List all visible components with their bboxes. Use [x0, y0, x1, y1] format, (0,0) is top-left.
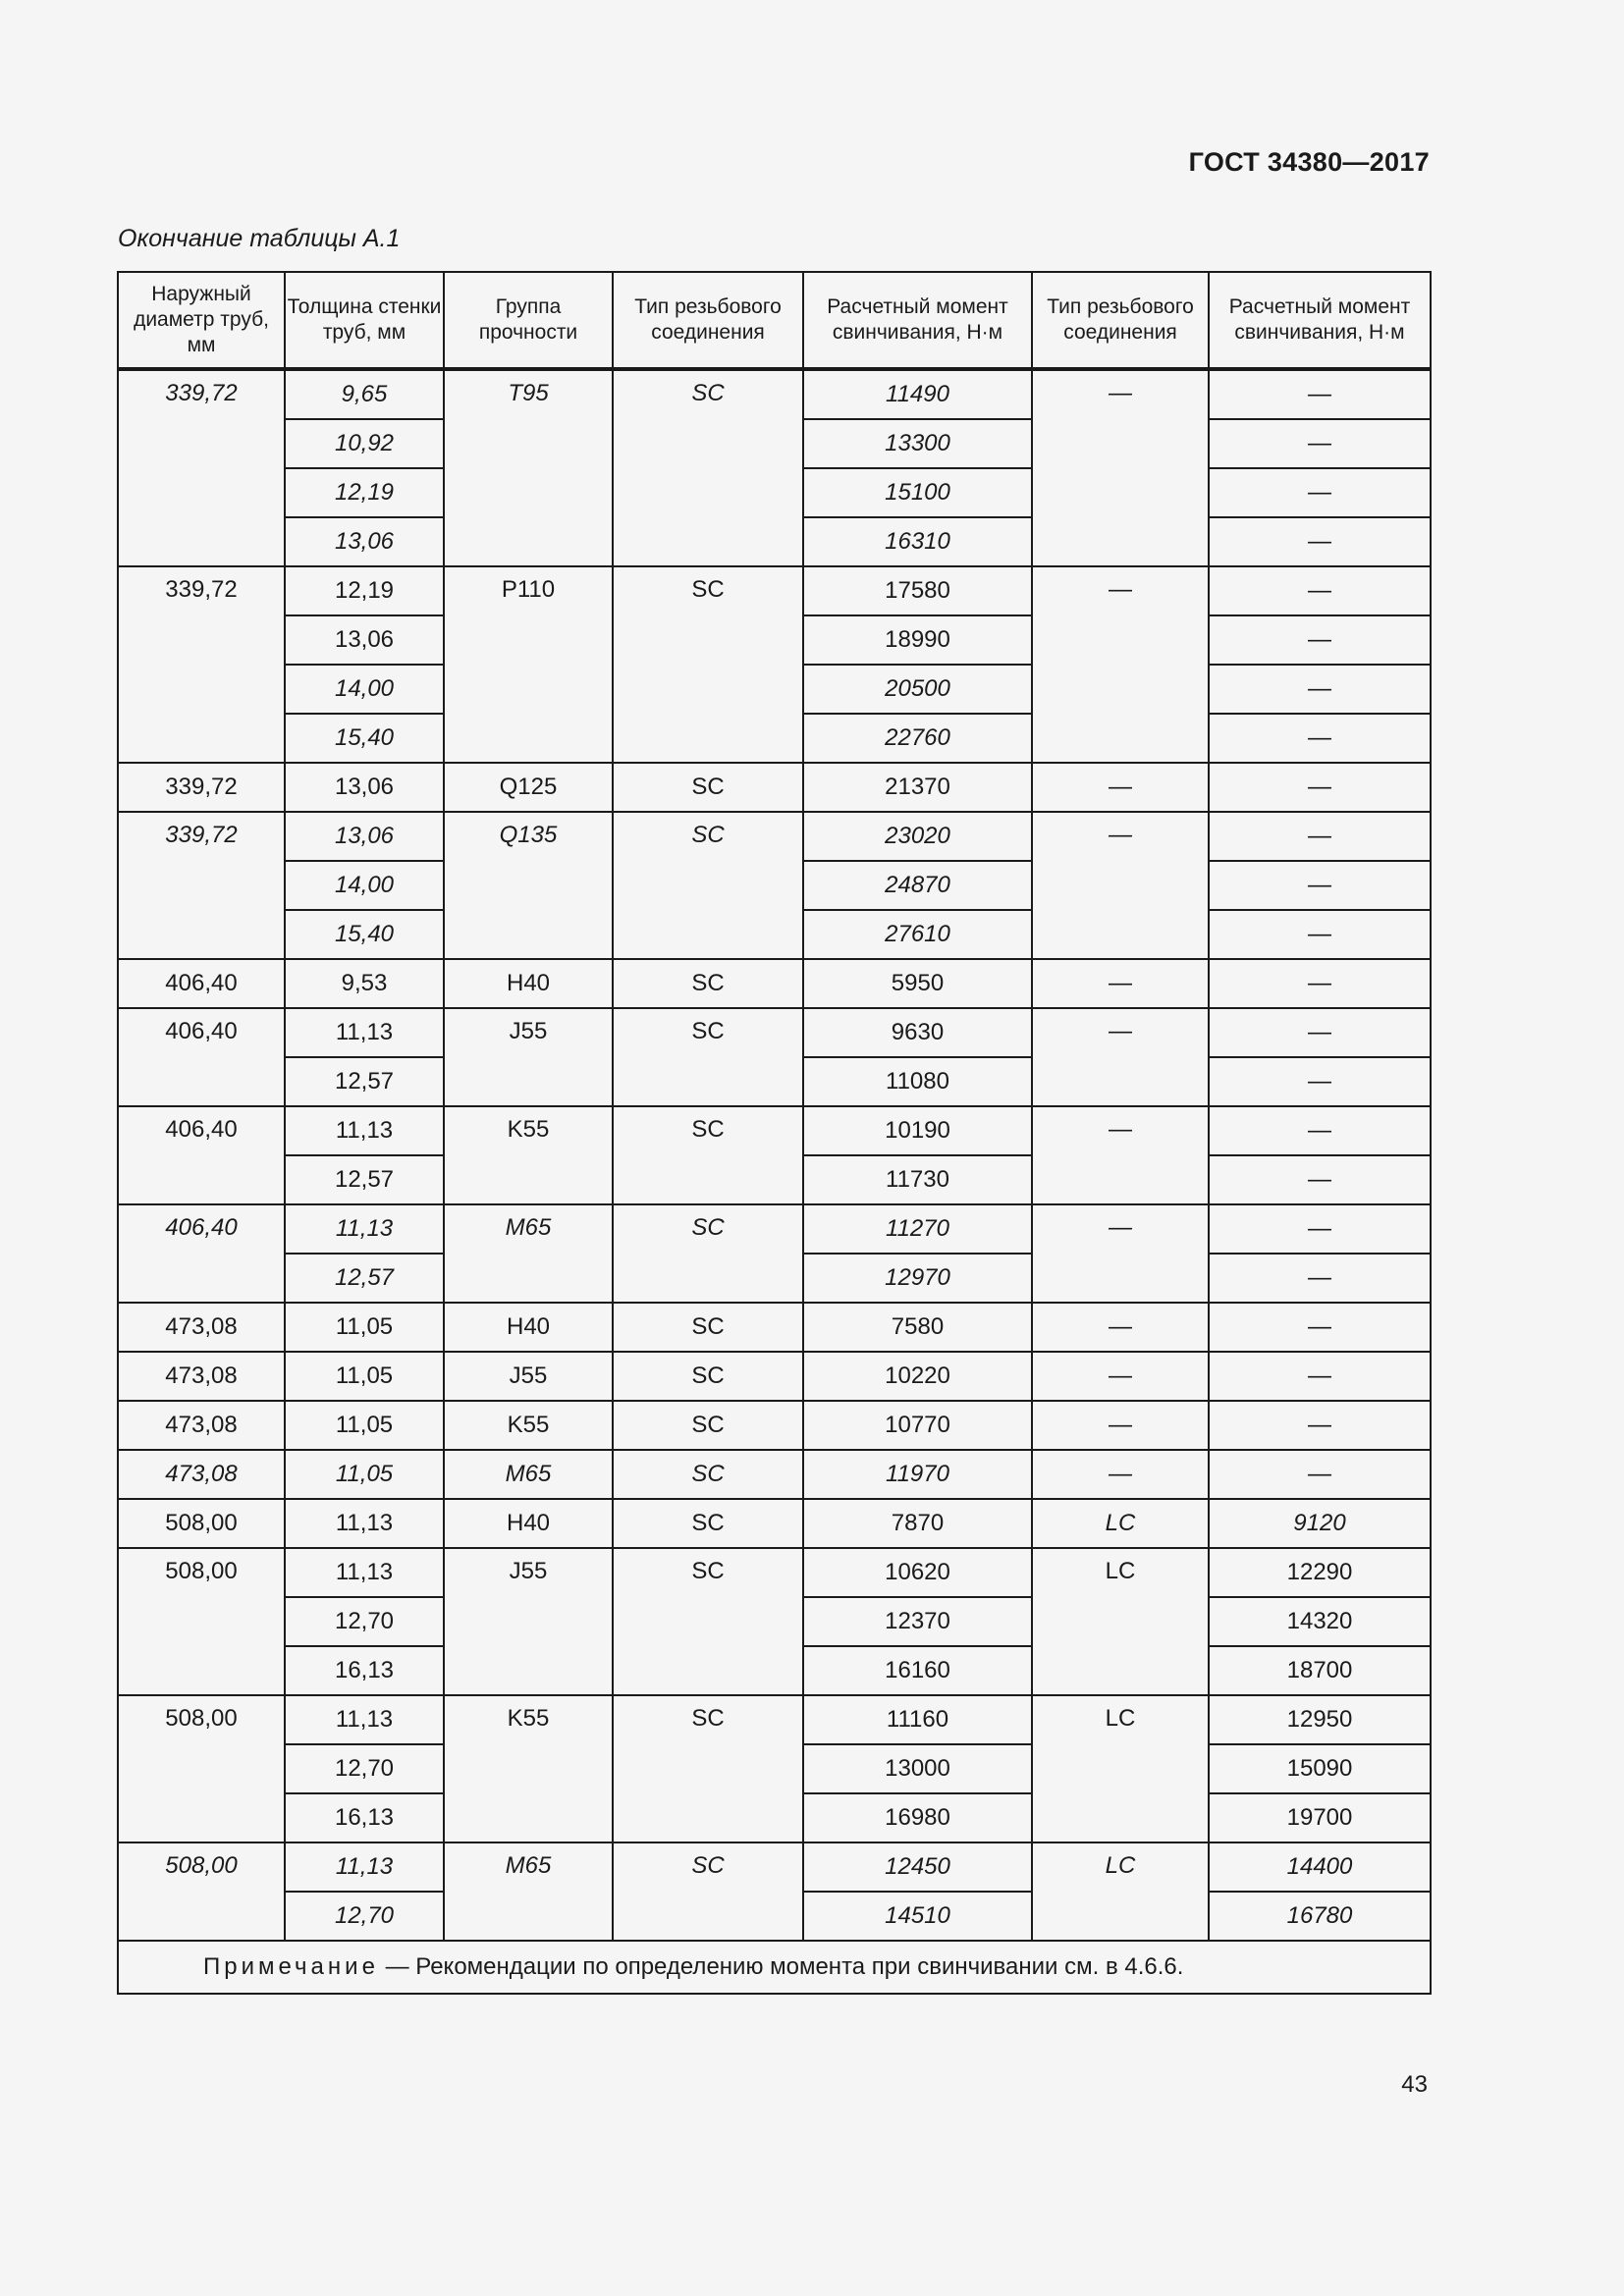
- cell-connection-type: SC: [613, 566, 803, 763]
- cell-wall-thickness: 15,40: [285, 714, 444, 763]
- cell-makeup-torque-2: —: [1209, 1254, 1431, 1303]
- cell-makeup-torque: 17580: [803, 566, 1032, 615]
- cell-connection-type-2: LC: [1032, 1842, 1209, 1941]
- document-code: ГОСТ 34380—2017: [1188, 147, 1430, 177]
- cell-wall-thickness: 11,13: [285, 1008, 444, 1057]
- cell-strength-grade: K55: [444, 1401, 613, 1450]
- cell-outer-diameter: 508,00: [118, 1548, 285, 1695]
- cell-wall-thickness: 11,05: [285, 1450, 444, 1499]
- cell-outer-diameter: 473,08: [118, 1352, 285, 1401]
- cell-makeup-torque: 10220: [803, 1352, 1032, 1401]
- cell-makeup-torque-2: —: [1209, 910, 1431, 959]
- cell-outer-diameter: 406,40: [118, 1204, 285, 1303]
- cell-strength-grade: M65: [444, 1204, 613, 1303]
- cell-connection-type: SC: [613, 1204, 803, 1303]
- cell-outer-diameter: 473,08: [118, 1401, 285, 1450]
- cell-wall-thickness: 15,40: [285, 910, 444, 959]
- table-row: [118, 1401, 1431, 1450]
- cell-wall-thickness: 13,06: [285, 812, 444, 861]
- cell-outer-diameter: 406,40: [118, 959, 285, 1008]
- cell-makeup-torque: 7580: [803, 1303, 1032, 1352]
- note-label: Примечание: [203, 1953, 379, 1980]
- cell-makeup-torque: 11080: [803, 1057, 1032, 1106]
- cell-connection-type-2: —: [1032, 1303, 1209, 1352]
- torque-table: [117, 271, 1432, 1995]
- cell-outer-diameter: 473,08: [118, 1450, 285, 1499]
- page-number: 43: [1401, 2071, 1428, 2098]
- table-caption: Окончание таблицы А.1: [118, 225, 401, 252]
- cell-makeup-torque-2: 14320: [1209, 1597, 1431, 1646]
- cell-makeup-torque-2: 16780: [1209, 1892, 1431, 1941]
- cell-makeup-torque: 16160: [803, 1646, 1032, 1695]
- cell-connection-type: SC: [613, 1548, 803, 1695]
- cell-makeup-torque: 11730: [803, 1155, 1032, 1204]
- cell-makeup-torque-2: 12290: [1209, 1548, 1431, 1597]
- cell-makeup-torque: 21370: [803, 763, 1032, 812]
- table-row: [118, 1450, 1431, 1499]
- table-row: [118, 1548, 1431, 1597]
- cell-makeup-torque: 9630: [803, 1008, 1032, 1057]
- table-header-row: [118, 272, 1431, 369]
- cell-makeup-torque-2: —: [1209, 1008, 1431, 1057]
- header-strength-grade: Группа прочности: [444, 272, 613, 369]
- cell-strength-grade: Q125: [444, 763, 613, 812]
- cell-makeup-torque: 10190: [803, 1106, 1032, 1155]
- cell-wall-thickness: 12,70: [285, 1744, 444, 1793]
- cell-makeup-torque-2: —: [1209, 468, 1431, 517]
- cell-wall-thickness: 13,06: [285, 615, 444, 665]
- cell-connection-type-2: —: [1032, 812, 1209, 959]
- header-makeup-torque: Расчетный момент свинчивания, Н·м: [803, 272, 1032, 369]
- cell-connection-type: SC: [613, 812, 803, 959]
- cell-wall-thickness: 13,06: [285, 517, 444, 566]
- cell-strength-grade: T95: [444, 369, 613, 566]
- cell-makeup-torque-2: —: [1209, 615, 1431, 665]
- cell-makeup-torque-2: —: [1209, 1401, 1431, 1450]
- cell-makeup-torque: 22760: [803, 714, 1032, 763]
- cell-makeup-torque: 12370: [803, 1597, 1032, 1646]
- cell-connection-type-2: —: [1032, 369, 1209, 566]
- cell-connection-type: SC: [613, 763, 803, 812]
- cell-wall-thickness: 16,13: [285, 1646, 444, 1695]
- cell-connection-type-2: —: [1032, 1106, 1209, 1204]
- cell-connection-type: SC: [613, 369, 803, 566]
- header-outer-diameter: Наружный диаметр труб, мм: [118, 272, 285, 369]
- cell-makeup-torque-2: 18700: [1209, 1646, 1431, 1695]
- cell-outer-diameter: 508,00: [118, 1842, 285, 1941]
- cell-makeup-torque: 11270: [803, 1204, 1032, 1254]
- cell-connection-type-2: —: [1032, 1401, 1209, 1450]
- cell-connection-type: SC: [613, 1352, 803, 1401]
- cell-strength-grade: K55: [444, 1106, 613, 1204]
- cell-makeup-torque-2: 12950: [1209, 1695, 1431, 1744]
- cell-wall-thickness: 10,92: [285, 419, 444, 468]
- cell-wall-thickness: 11,13: [285, 1548, 444, 1597]
- table-row: [118, 1204, 1431, 1254]
- table-body: [118, 369, 1431, 1941]
- cell-makeup-torque-2: 14400: [1209, 1842, 1431, 1892]
- cell-connection-type: SC: [613, 1450, 803, 1499]
- cell-connection-type: SC: [613, 1401, 803, 1450]
- note-text: — Рекомендации по определению момента при свинчивании см. в 4.6.6.: [378, 1953, 1184, 1980]
- table-row: [118, 1695, 1431, 1744]
- cell-wall-thickness: 12,70: [285, 1597, 444, 1646]
- cell-outer-diameter: 339,72: [118, 812, 285, 959]
- cell-makeup-torque-2: —: [1209, 566, 1431, 615]
- cell-makeup-torque-2: —: [1209, 1303, 1431, 1352]
- cell-outer-diameter: 508,00: [118, 1499, 285, 1548]
- cell-makeup-torque-2: —: [1209, 959, 1431, 1008]
- cell-makeup-torque-2: —: [1209, 1155, 1431, 1204]
- cell-wall-thickness: 12,19: [285, 468, 444, 517]
- cell-makeup-torque-2: —: [1209, 1106, 1431, 1155]
- cell-connection-type-2: LC: [1032, 1499, 1209, 1548]
- cell-connection-type: SC: [613, 959, 803, 1008]
- cell-connection-type: SC: [613, 1695, 803, 1842]
- cell-wall-thickness: 11,13: [285, 1842, 444, 1892]
- cell-wall-thickness: 11,05: [285, 1303, 444, 1352]
- table-row: [118, 1499, 1431, 1548]
- cell-outer-diameter: 406,40: [118, 1106, 285, 1204]
- cell-connection-type: SC: [613, 1008, 803, 1106]
- cell-connection-type-2: —: [1032, 1204, 1209, 1303]
- cell-wall-thickness: 12,70: [285, 1892, 444, 1941]
- cell-makeup-torque: 16980: [803, 1793, 1032, 1842]
- table-row: [118, 1352, 1431, 1401]
- cell-makeup-torque-2: 19700: [1209, 1793, 1431, 1842]
- cell-makeup-torque: 10620: [803, 1548, 1032, 1597]
- cell-outer-diameter: 339,72: [118, 369, 285, 566]
- cell-connection-type-2: —: [1032, 566, 1209, 763]
- cell-outer-diameter: 508,00: [118, 1695, 285, 1842]
- cell-wall-thickness: 11,13: [285, 1695, 444, 1744]
- cell-connection-type-2: —: [1032, 1450, 1209, 1499]
- table-row: [118, 959, 1431, 1008]
- cell-makeup-torque: 11160: [803, 1695, 1032, 1744]
- cell-wall-thickness: 16,13: [285, 1793, 444, 1842]
- cell-wall-thickness: 14,00: [285, 861, 444, 910]
- cell-connection-type-2: —: [1032, 959, 1209, 1008]
- cell-wall-thickness: 11,13: [285, 1106, 444, 1155]
- cell-connection-type: SC: [613, 1106, 803, 1204]
- cell-makeup-torque-2: —: [1209, 1450, 1431, 1499]
- cell-strength-grade: H40: [444, 1303, 613, 1352]
- cell-makeup-torque: 24870: [803, 861, 1032, 910]
- header-connection-type-2: Тип резьбового соединения: [1032, 272, 1209, 369]
- cell-makeup-torque: 5950: [803, 959, 1032, 1008]
- cell-makeup-torque: 7870: [803, 1499, 1032, 1548]
- cell-wall-thickness: 11,05: [285, 1352, 444, 1401]
- cell-strength-grade: H40: [444, 959, 613, 1008]
- table-row: [118, 1842, 1431, 1892]
- cell-strength-grade: H40: [444, 1499, 613, 1548]
- cell-wall-thickness: 9,53: [285, 959, 444, 1008]
- cell-makeup-torque-2: —: [1209, 1057, 1431, 1106]
- cell-outer-diameter: 339,72: [118, 566, 285, 763]
- cell-connection-type: SC: [613, 1499, 803, 1548]
- cell-makeup-torque-2: —: [1209, 665, 1431, 714]
- cell-makeup-torque: 11970: [803, 1450, 1032, 1499]
- cell-connection-type: SC: [613, 1303, 803, 1352]
- cell-makeup-torque-2: 9120: [1209, 1499, 1431, 1548]
- cell-strength-grade: M65: [444, 1842, 613, 1941]
- table-row: [118, 1008, 1431, 1057]
- cell-wall-thickness: 12,57: [285, 1254, 444, 1303]
- cell-strength-grade: M65: [444, 1450, 613, 1499]
- cell-makeup-torque: 10770: [803, 1401, 1032, 1450]
- cell-connection-type-2: —: [1032, 763, 1209, 812]
- cell-makeup-torque: 20500: [803, 665, 1032, 714]
- cell-wall-thickness: 11,05: [285, 1401, 444, 1450]
- cell-makeup-torque: 18990: [803, 615, 1032, 665]
- table-row: [118, 812, 1431, 861]
- cell-makeup-torque-2: —: [1209, 714, 1431, 763]
- table-row: [118, 566, 1431, 615]
- cell-outer-diameter: 406,40: [118, 1008, 285, 1106]
- cell-makeup-torque-2: —: [1209, 419, 1431, 468]
- header-makeup-torque-2: Расчетный момент свинчивания, Н·м: [1209, 272, 1431, 369]
- cell-strength-grade: J55: [444, 1352, 613, 1401]
- header-connection-type: Тип резьбового соединения: [613, 272, 803, 369]
- cell-strength-grade: Q135: [444, 812, 613, 959]
- cell-wall-thickness: 14,00: [285, 665, 444, 714]
- table-row: [118, 1106, 1431, 1155]
- header-wall-thickness: Толщина стенки труб, мм: [285, 272, 444, 369]
- cell-wall-thickness: 11,13: [285, 1499, 444, 1548]
- table-row: [118, 369, 1431, 419]
- table-note: [118, 1941, 1431, 1994]
- cell-makeup-torque: 11490: [803, 369, 1032, 419]
- cell-makeup-torque: 27610: [803, 910, 1032, 959]
- cell-outer-diameter: 473,08: [118, 1303, 285, 1352]
- cell-makeup-torque: 23020: [803, 812, 1032, 861]
- cell-makeup-torque: 16310: [803, 517, 1032, 566]
- cell-makeup-torque: 12450: [803, 1842, 1032, 1892]
- cell-strength-grade: P110: [444, 566, 613, 763]
- cell-makeup-torque: 13300: [803, 419, 1032, 468]
- cell-makeup-torque-2: —: [1209, 369, 1431, 419]
- cell-connection-type-2: LC: [1032, 1548, 1209, 1695]
- cell-connection-type-2: LC: [1032, 1695, 1209, 1842]
- cell-makeup-torque-2: —: [1209, 763, 1431, 812]
- cell-strength-grade: K55: [444, 1695, 613, 1842]
- table-row: [118, 763, 1431, 812]
- cell-makeup-torque: 12970: [803, 1254, 1032, 1303]
- cell-makeup-torque-2: —: [1209, 1204, 1431, 1254]
- cell-connection-type: SC: [613, 1842, 803, 1941]
- cell-wall-thickness: 12,57: [285, 1155, 444, 1204]
- cell-strength-grade: J55: [444, 1008, 613, 1106]
- cell-wall-thickness: 12,19: [285, 566, 444, 615]
- cell-wall-thickness: 11,13: [285, 1204, 444, 1254]
- cell-makeup-torque-2: —: [1209, 812, 1431, 861]
- cell-makeup-torque-2: —: [1209, 861, 1431, 910]
- cell-outer-diameter: 339,72: [118, 763, 285, 812]
- cell-wall-thickness: 9,65: [285, 369, 444, 419]
- cell-connection-type-2: —: [1032, 1352, 1209, 1401]
- table-row: [118, 1303, 1431, 1352]
- cell-makeup-torque: 15100: [803, 468, 1032, 517]
- cell-strength-grade: J55: [444, 1548, 613, 1695]
- cell-makeup-torque-2: 15090: [1209, 1744, 1431, 1793]
- cell-makeup-torque-2: —: [1209, 1352, 1431, 1401]
- cell-makeup-torque-2: —: [1209, 517, 1431, 566]
- cell-connection-type-2: —: [1032, 1008, 1209, 1106]
- cell-wall-thickness: 13,06: [285, 763, 444, 812]
- note-row: [118, 1941, 1431, 1994]
- cell-wall-thickness: 12,57: [285, 1057, 444, 1106]
- cell-makeup-torque: 14510: [803, 1892, 1032, 1941]
- cell-makeup-torque: 13000: [803, 1744, 1032, 1793]
